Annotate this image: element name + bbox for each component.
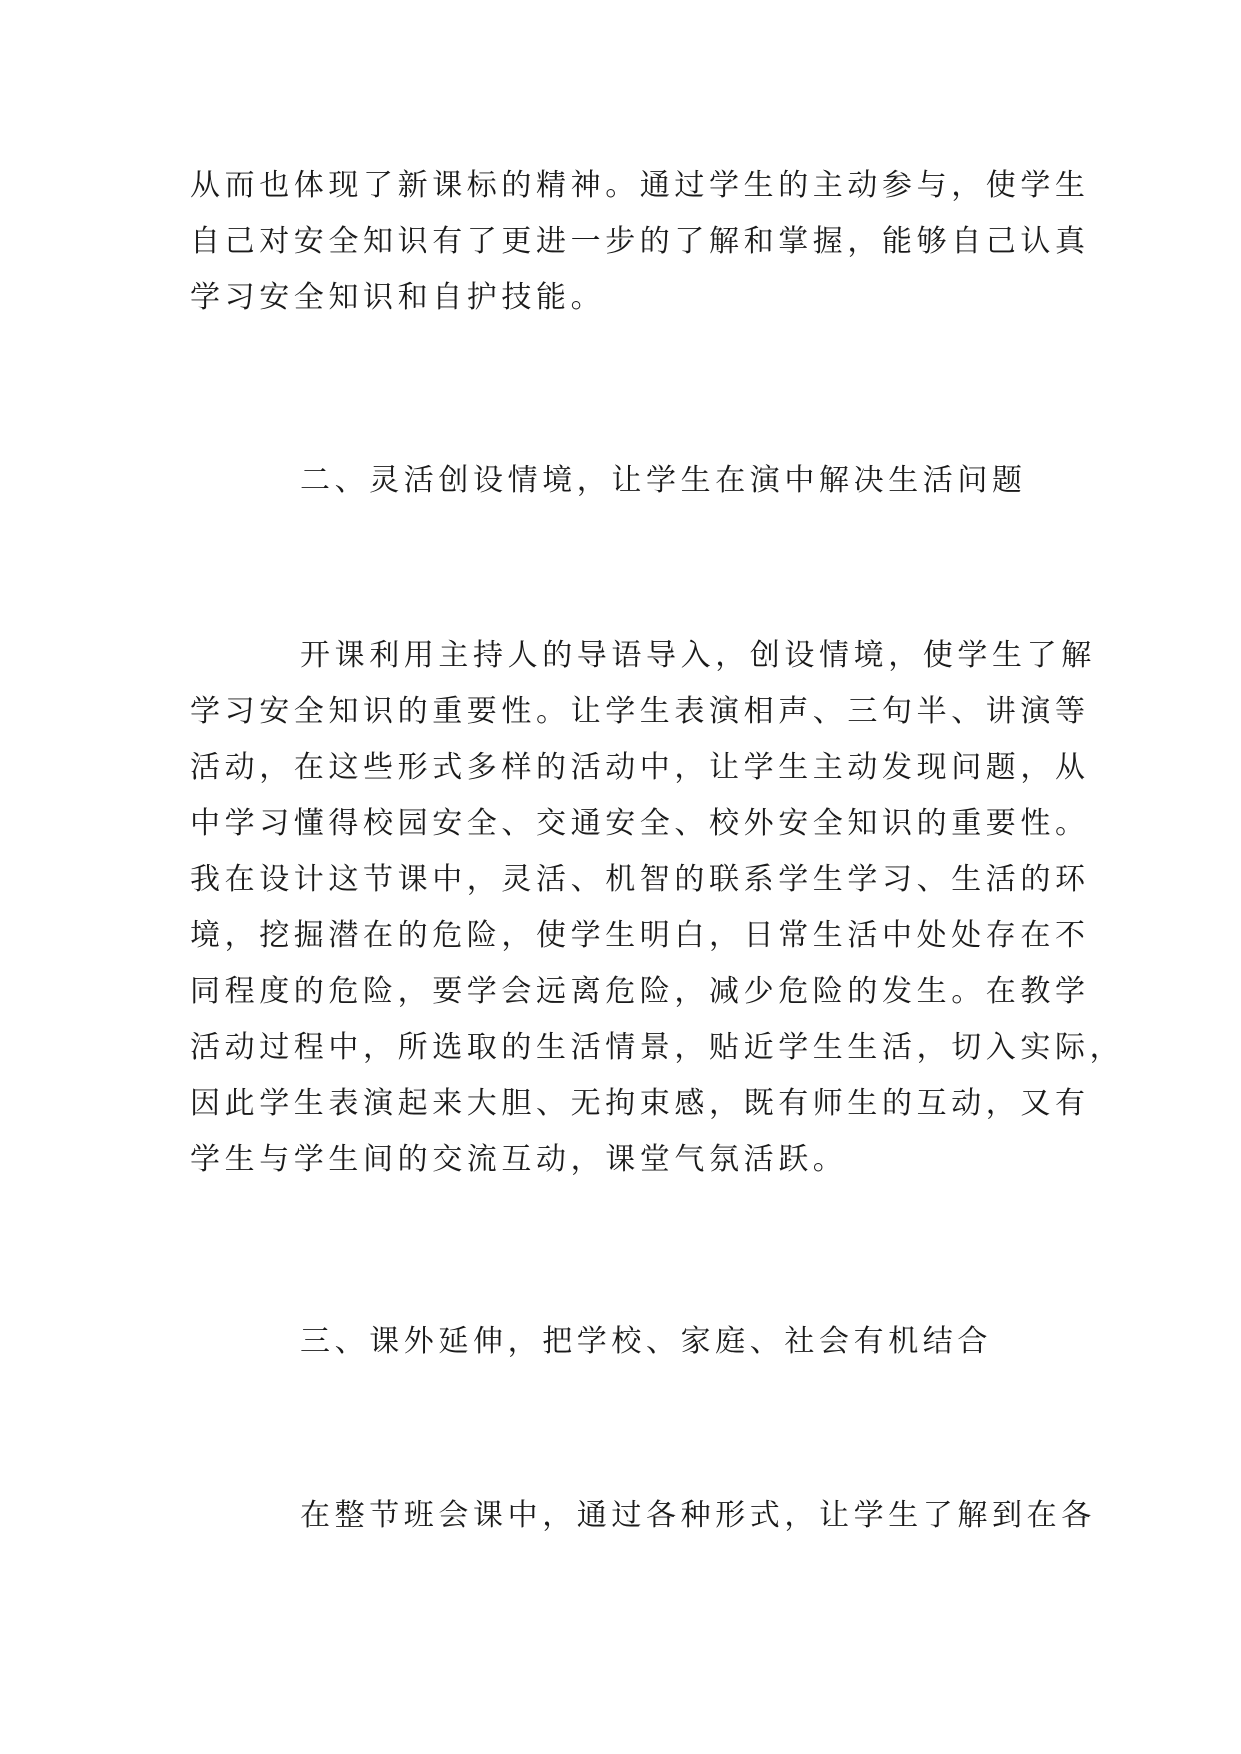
paragraph-2-line-2: 学习安全知识的重要性。让学生表演相声、三句半、讲演等 xyxy=(190,694,1090,729)
paragraph-2-line-3: 活动，在这些形式多样的活动中，让学生主动发现问题，从 xyxy=(190,750,1090,785)
paragraph-2-line-4: 中学习懂得校园安全、交通安全、校外安全知识的重要性。 xyxy=(190,806,1090,841)
paragraph-2-line-9: 因此学生表演起来大胆、无拘束感，既有师生的互动，又有 xyxy=(190,1086,1090,1121)
paragraph-2-line-7: 同程度的危险，要学会远离危险，减少危险的发生。在教学 xyxy=(190,974,1090,1009)
paragraph-2-line-6: 境，挖掘潜在的危险，使学生明白，日常生活中处处存在不 xyxy=(190,918,1090,953)
paragraph-2-line-5: 我在设计这节课中，灵活、机智的联系学生学习、生活的环 xyxy=(190,862,1090,897)
paragraph-1-line-3: 学习安全知识和自护技能。 xyxy=(190,280,606,315)
paragraph-2-line-10: 学生与学生间的交流互动，课堂气氛活跃。 xyxy=(190,1142,848,1177)
paragraph-2-line-8: 活动过程中，所选取的生活情景，贴近学生生活，切入实际， xyxy=(190,1030,1125,1065)
paragraph-1-line-2: 自己对安全知识有了更进一步的了解和掌握，能够自己认真 xyxy=(190,224,1090,259)
section-heading-2: 二、灵活创设情境，让学生在演中解决生活问题 xyxy=(300,463,1027,498)
section-heading-3: 三、课外延伸，把学校、家庭、社会有机结合 xyxy=(300,1324,992,1359)
paragraph-3-line-1: 在整节班会课中，通过各种形式，让学生了解到在各 xyxy=(300,1498,1096,1533)
paragraph-2-line-1: 开课利用主持人的导语导入，创设情境，使学生了解 xyxy=(300,638,1096,673)
paragraph-1-line-1: 从而也体现了新课标的精神。通过学生的主动参与，使学生 xyxy=(190,168,1090,203)
